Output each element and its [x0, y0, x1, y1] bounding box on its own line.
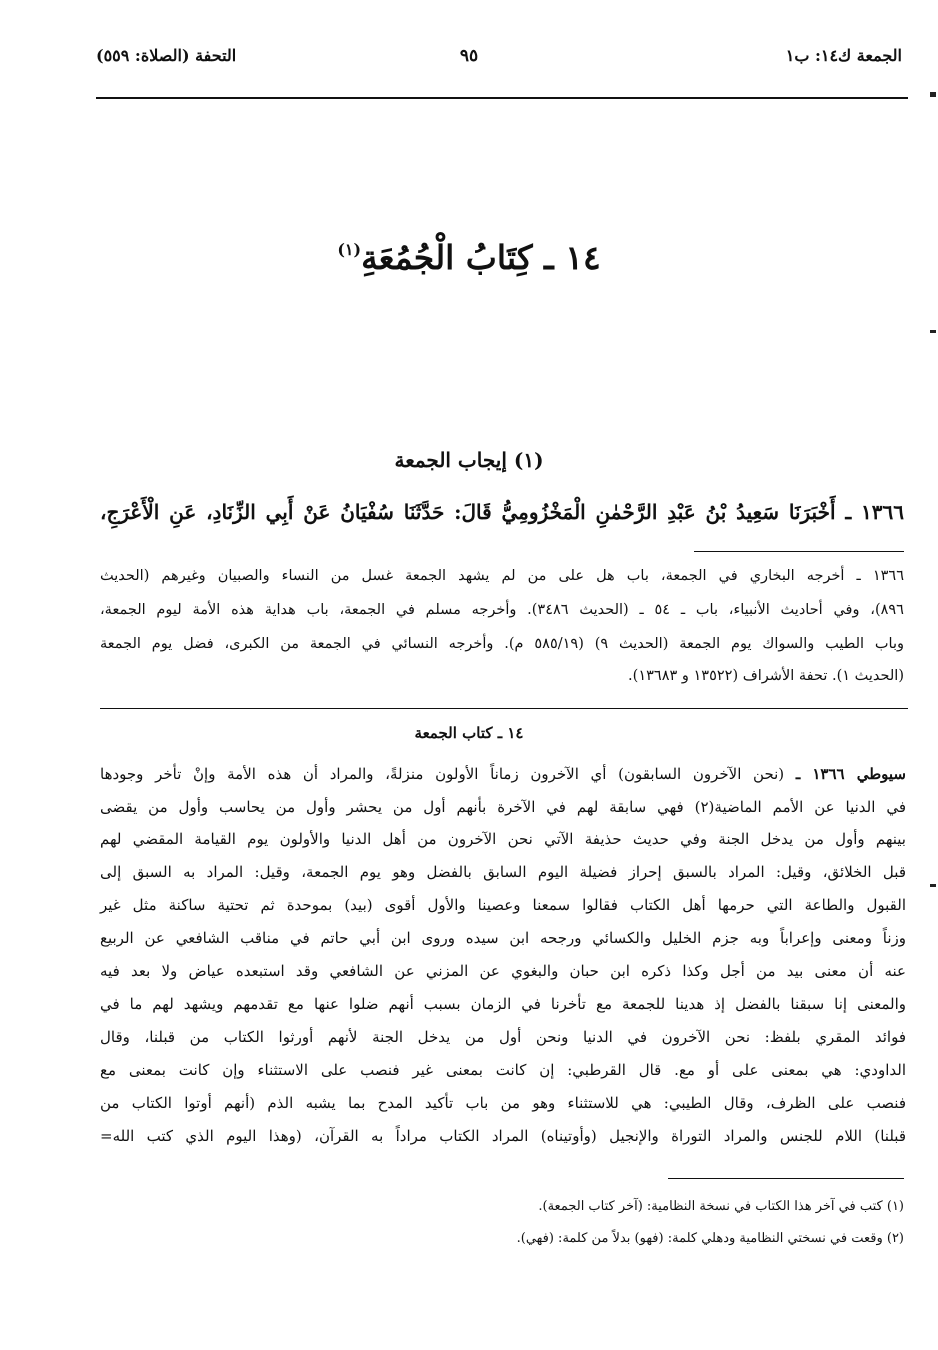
page-footnote: (١) كتب في آخر هذا الكتاب في نسخة النظامية: (آخر كتاب الجمعة). — [538, 1199, 904, 1214]
hadith-footnote-line: (الحديث ١). تحفة الأشراف (١٣٥٢٢ و ١٣٦٨٣). — [628, 668, 904, 684]
commentary-line: القبول والطاعة التي حرمها أهل الكتاب فقالوا سمعنا وعصينا والأول أقوى (بيد) بموحدة ثم تحتية ساكنة مثل غير — [100, 896, 906, 914]
commentary-line: وزناً ومعنى وإعراباً وبه جزم الخليل والكسائي ورجحه ابن سيده وروى ابن أبي حاتم في مناقب الشافعي عن الربيع — [100, 929, 906, 947]
chapter-title: (١) إيجاب الجمعة — [394, 448, 544, 472]
hadith-footnote-line: وباب الطيب والسواك يوم الجمعة (الحديث ٩) (٥٨٥/١٩ م). وأخرجه النسائي في الجمعة من الكبرى، فضل يوم الجمعة — [100, 636, 904, 652]
commentary-line: الداودي: هي بمعنى على أو مع. قال القرطبي: إن كانت بمعنى غير فنصب على الاستثناء وإن كانت بمعنى مع — [100, 1061, 906, 1079]
header-tuhfa-ref: التحفة (الصلاة: ٥٥٩) — [96, 46, 237, 65]
commentary-line: فنصب على الظرف، وقال الطيبي: هي للاستثناء وهو من باب تأكيد المدح بما يشبه الذم (أنهم أوتوا الكتاب من — [100, 1094, 906, 1112]
book-title-text: ١٤ ـ كِتَابُ الْجُمُعَةِ — [361, 238, 601, 277]
commentary-line — [100, 764, 906, 784]
hadith-text: ١٣٦٦ ـ أَخْبَرَنَا سَعِيدُ بْنُ عَبْدِ الرَّحْمٰنِ الْمَخْزُومِيُّ قَالَ: حَدَّثَنَا سُفْيَانُ عَنْ أَبِي الزِّنَادِ، عَنِ الْأَعْرَجِ، — [100, 500, 904, 524]
commentary-lead: سيوطي ١٣٦٦ ـ — [795, 765, 906, 783]
margin-mark — [930, 92, 936, 97]
commentary-line: والمعنى إنا سبقنا بالفضل إذ هدينا للجمعة مع تأخرنا في الزمان بسبب أنهم ضلوا عنها مع تقدمهم ويشهد لهم ما في — [100, 995, 906, 1013]
commentary-line: قبلنا) اللام للجنس والمراد التوراة والإنجيل (وأوتيناه) المراد الكتاب مراداً به القرآن، (وهذا اليوم الذي كتب الله= — [100, 1127, 906, 1145]
section-rule — [100, 708, 908, 709]
book-title-footnote-ref: (١) — [337, 240, 362, 259]
page-footnote: (٢) وقعت في نسختي النظامية ودهلي كلمة: (فهو) بدلاً من كلمة: (فهي). — [516, 1231, 904, 1246]
hadith-footnote-line: ٨٩٦)، وفي أحاديث الأنبياء، باب ـ ٥٤ ـ (الحديث ٣٤٨٦). وأخرجه مسلم في الجمعة، باب هداية هذه الأمة ليوم الجمعة، — [100, 602, 904, 618]
commentary-line-text: (نحن الآخرون السابقون) أي الآخرون زماناً الأولون منزلةً، والمراد أن هذه الأمة وإنْ تأخر وجودها — [100, 765, 785, 783]
commentary-line: عنه أن معنى بيد من أجل وكذا ذكره ابن حبان والبغوي عن المزني عن الشافعي وقد استبعده عياض ولا بعد فيه — [100, 962, 906, 980]
footnote-rule — [668, 1178, 904, 1179]
commentary-line: بينهم وأول من يدخل الجنة وفي حديث حذيفة الآتي نحن الآخرون من أهل الدنيا والأولون يوم القيامة المقضي لهم — [100, 830, 906, 848]
commentary-line: قبل الخلائق، وقيل: المراد بالسبق إحراز فضيلة اليوم السابق بالفضل وهو يوم الجمعة، وقيل: المراد به السبق إلى — [100, 863, 906, 881]
header-rule — [96, 97, 908, 99]
hadith-footnote-line: ١٣٦٦ ـ أخرجه البخاري في الجمعة، باب هل على من لم يشهد الجمعة غسل من النساء والصبيان وغيرهم (الحديث — [100, 568, 904, 584]
book-title — [0, 238, 938, 277]
footnote-rule — [694, 551, 904, 552]
commentary-section-title: ١٤ ـ كتاب الجمعة — [414, 724, 524, 742]
margin-mark — [930, 884, 936, 887]
header-chapter-ref: الجمعة ك١٤: ب١ — [785, 46, 902, 65]
page-number: ٩٥ — [459, 46, 479, 66]
margin-mark — [930, 330, 936, 333]
commentary-line: في الدنيا عن الأمم الماضية(٢) فهي سابقة لهم في الآخرة بأنهم أول من يحشر وأول من يحاسب وأول من يقضى — [100, 798, 907, 816]
commentary-line: فوائد المقري بلفظ: نحن الآخرون في الدنيا ونحن أول من يدخل الجنة لأنهم أورثوا الكتاب من قبلنا، وقال — [100, 1028, 906, 1046]
